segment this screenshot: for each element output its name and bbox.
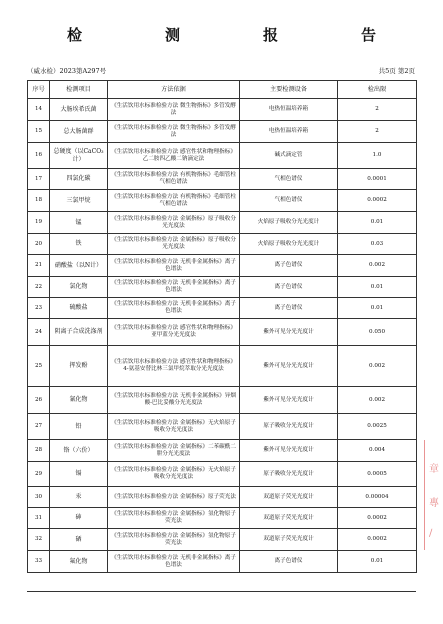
- header-method: 方法依据: [108, 81, 240, 99]
- cell-limit: 0.0001: [338, 169, 417, 190]
- cell-method: 《生活饮用水标准检验方法 无机非金属指标》离子色谱法: [108, 277, 240, 298]
- cell-no: 16: [28, 143, 50, 169]
- cell-method: 《生活饮用水标准检验方法 金属指标》原子吸收分光光度法: [108, 234, 240, 255]
- cell-item: 铅: [50, 414, 108, 440]
- table-row: [28, 277, 417, 298]
- cell-limit: 0.0002: [338, 529, 417, 551]
- cell-no: 28: [28, 440, 50, 462]
- cell-method: 《生活饮用水标准检验方法 金属指标》无火焰原子吸收分光光度法: [108, 462, 240, 487]
- table-header-row: [28, 81, 417, 99]
- cell-limit: 0.01: [338, 212, 417, 234]
- cell-item: 锰: [50, 212, 108, 234]
- cell-item: 阴离子合成洗涤剂: [50, 319, 108, 346]
- cell-method: 《生活饮用水标准检验方法 感官性状和物理指标》 亚甲蓝分光光度法: [108, 319, 240, 346]
- table-row: [28, 319, 417, 346]
- cell-equipment: 双道原子荧光光度计: [240, 529, 338, 551]
- cell-no: 15: [28, 121, 50, 143]
- cell-equipment: 离子色谱仪: [240, 551, 338, 573]
- table-row: [28, 298, 417, 319]
- cell-limit: 0.03: [338, 234, 417, 255]
- cell-item: 四氯化碳: [50, 169, 108, 190]
- cell-no: 18: [28, 190, 50, 212]
- cell-method: 《生活饮用水标准检验方法 金属指标》二苯碳酰二肼分光光度法: [108, 440, 240, 462]
- table-row: [28, 190, 417, 212]
- seal-stamp: 章 專 ∕: [424, 440, 443, 550]
- page-info: 共5页 第2页: [378, 67, 415, 75]
- cell-equipment: 紫外可见分光光度计: [240, 319, 338, 346]
- cell-method: 《生活饮用水标准检验方法 无机非金属指标》离子色谱法: [108, 551, 240, 573]
- cell-item: 三氯甲烷: [50, 190, 108, 212]
- cell-item: 挥发酚: [50, 346, 108, 387]
- cell-equipment: 电热恒温培养箱: [240, 121, 338, 143]
- cell-method: 《生活饮用水标准检验方法 无机非金属指标》异烟酸-巴比妥酸分光光度法: [108, 387, 240, 414]
- cell-method: 《生活饮用水标准检验方法 金属指标》氢化物原子荧光法: [108, 529, 240, 551]
- cell-method: 《生活饮用水标准检验方法 有机物指标》毛细管柱气相色谱法: [108, 190, 240, 212]
- cell-method: 《生活饮用水标准检验方法 感官性状和物理指标》 乙二胺四乙酸二钠滴定法: [108, 143, 240, 169]
- table-row: [28, 212, 417, 234]
- cell-limit: 0.0025: [338, 414, 417, 440]
- test-items-table: [27, 80, 417, 573]
- cell-method: 《生活饮用水标准检验方法 有机物指标》毛细管柱气相色谱法: [108, 169, 240, 190]
- cell-no: 23: [28, 298, 50, 319]
- cell-limit: 0.002: [338, 387, 417, 414]
- cell-method: 《生活饮用水标准检验方法 微生物指标》多管发酵法: [108, 99, 240, 121]
- cell-equipment: 紫外可见分光光度计: [240, 440, 338, 462]
- cell-method: 《生活饮用水标准检验方法 金属指标》原子荧光法: [108, 487, 240, 508]
- cell-method: 《生活饮用水标准检验方法 金属指标》氢化物原子荧光法: [108, 508, 240, 529]
- table-row: [28, 462, 417, 487]
- cell-equipment: 紫外可见分光光度计: [240, 387, 338, 414]
- cell-item: 总硬度（以CaCO₃计）: [50, 143, 108, 169]
- cell-limit: 0.004: [338, 440, 417, 462]
- cell-item: 硒: [50, 529, 108, 551]
- cell-method: 《生活饮用水标准检验方法 感官性状和物理指标》 4-氨基安替比林三氯甲烷萃取分光光度法: [108, 346, 240, 387]
- table-row: [28, 487, 417, 508]
- cell-equipment: 气相色谱仪: [240, 169, 338, 190]
- cell-no: 21: [28, 255, 50, 277]
- cell-limit: 0.0005: [338, 462, 417, 487]
- cell-no: 31: [28, 508, 50, 529]
- cell-item: 铁: [50, 234, 108, 255]
- cell-limit: 0.050: [338, 319, 417, 346]
- cell-no: 29: [28, 462, 50, 487]
- cell-method: 《生活饮用水标准检验方法 金属指标》无火焰原子吸收分光光度法: [108, 414, 240, 440]
- cell-method: 《生活饮用水标准检验方法 无机非金属指标》离子色谱法: [108, 255, 240, 277]
- cell-equipment: 原子吸收分光光度计: [240, 414, 338, 440]
- cell-no: 25: [28, 346, 50, 387]
- cell-no: 22: [28, 277, 50, 298]
- cell-method: 《生活饮用水标准检验方法 无机非金属指标》离子色谱法: [108, 298, 240, 319]
- table-row: [28, 143, 417, 169]
- cell-item: 氯化物: [50, 277, 108, 298]
- table-row: [28, 414, 417, 440]
- table-row: [28, 346, 417, 387]
- table-row: [28, 99, 417, 121]
- cell-item: 汞: [50, 487, 108, 508]
- cell-limit: 0.002: [338, 255, 417, 277]
- cell-equipment: 气相色谱仪: [240, 190, 338, 212]
- header-item: 检测项目: [50, 81, 108, 99]
- cell-equipment: 离子色谱仪: [240, 298, 338, 319]
- cell-item: 铬（六价）: [50, 440, 108, 462]
- cell-no: 30: [28, 487, 50, 508]
- cell-item: 总大肠菌群: [50, 121, 108, 143]
- cell-limit: 0.01: [338, 298, 417, 319]
- cell-no: 20: [28, 234, 50, 255]
- cell-limit: 0.01: [338, 277, 417, 298]
- cell-equipment: 双道原子荧光光度计: [240, 487, 338, 508]
- cell-equipment: 紫外可见分光光度计: [240, 346, 338, 387]
- table-row: [28, 440, 417, 462]
- cell-no: 27: [28, 414, 50, 440]
- cell-item: 氟化物: [50, 551, 108, 573]
- header-equipment: 主要检测设备: [240, 81, 338, 99]
- table-row: [28, 387, 417, 414]
- cell-equipment: 火焰原子吸收分光光度计: [240, 212, 338, 234]
- cell-item: 大肠埃希氏菌: [50, 99, 108, 121]
- cell-no: 32: [28, 529, 50, 551]
- cell-no: 33: [28, 551, 50, 573]
- cell-limit: 0.00004: [338, 487, 417, 508]
- cell-equipment: 碱式滴定管: [240, 143, 338, 169]
- table-row: [28, 529, 417, 551]
- cell-no: 24: [28, 319, 50, 346]
- table-row: [28, 121, 417, 143]
- cell-method: 《生活饮用水标准检验方法 微生物指标》多管发酵法: [108, 121, 240, 143]
- cell-limit: 0.0002: [338, 508, 417, 529]
- cell-limit: 2: [338, 99, 417, 121]
- cell-item: 砷: [50, 508, 108, 529]
- header-limit: 检出限: [338, 81, 417, 99]
- report-title: 检 测 报 告: [66, 26, 410, 44]
- cell-limit: 0.01: [338, 551, 417, 573]
- table-row: [28, 551, 417, 573]
- cell-item: 硝酸盐（以N计）: [50, 255, 108, 277]
- cell-limit: 2: [338, 121, 417, 143]
- cell-limit: 0.0002: [338, 190, 417, 212]
- table-row: [28, 234, 417, 255]
- cell-equipment: 火焰原子吸收分光光度计: [240, 234, 338, 255]
- table-row: [28, 508, 417, 529]
- cell-item: 镉: [50, 462, 108, 487]
- cell-limit: 1.0: [338, 143, 417, 169]
- report-number: （威水检）2023第A297号: [27, 67, 107, 75]
- cell-equipment: 原子吸收分光光度计: [240, 462, 338, 487]
- cell-method: 《生活饮用水标准检验方法 金属指标》原子吸收分光光度法: [108, 212, 240, 234]
- table-row: [28, 255, 417, 277]
- cell-no: 26: [28, 387, 50, 414]
- bottom-rule: [27, 591, 416, 592]
- cell-equipment: 离子色谱仪: [240, 277, 338, 298]
- header-no: 序号: [28, 81, 50, 99]
- cell-equipment: 双道原子荧光光度计: [240, 508, 338, 529]
- cell-no: 17: [28, 169, 50, 190]
- cell-limit: 0.002: [338, 346, 417, 387]
- cell-equipment: 电热恒温培养箱: [240, 99, 338, 121]
- cell-no: 19: [28, 212, 50, 234]
- cell-item: 硫酸盐: [50, 298, 108, 319]
- table-row: [28, 169, 417, 190]
- cell-no: 14: [28, 99, 50, 121]
- cell-item: 氰化物: [50, 387, 108, 414]
- cell-equipment: 离子色谱仪: [240, 255, 338, 277]
